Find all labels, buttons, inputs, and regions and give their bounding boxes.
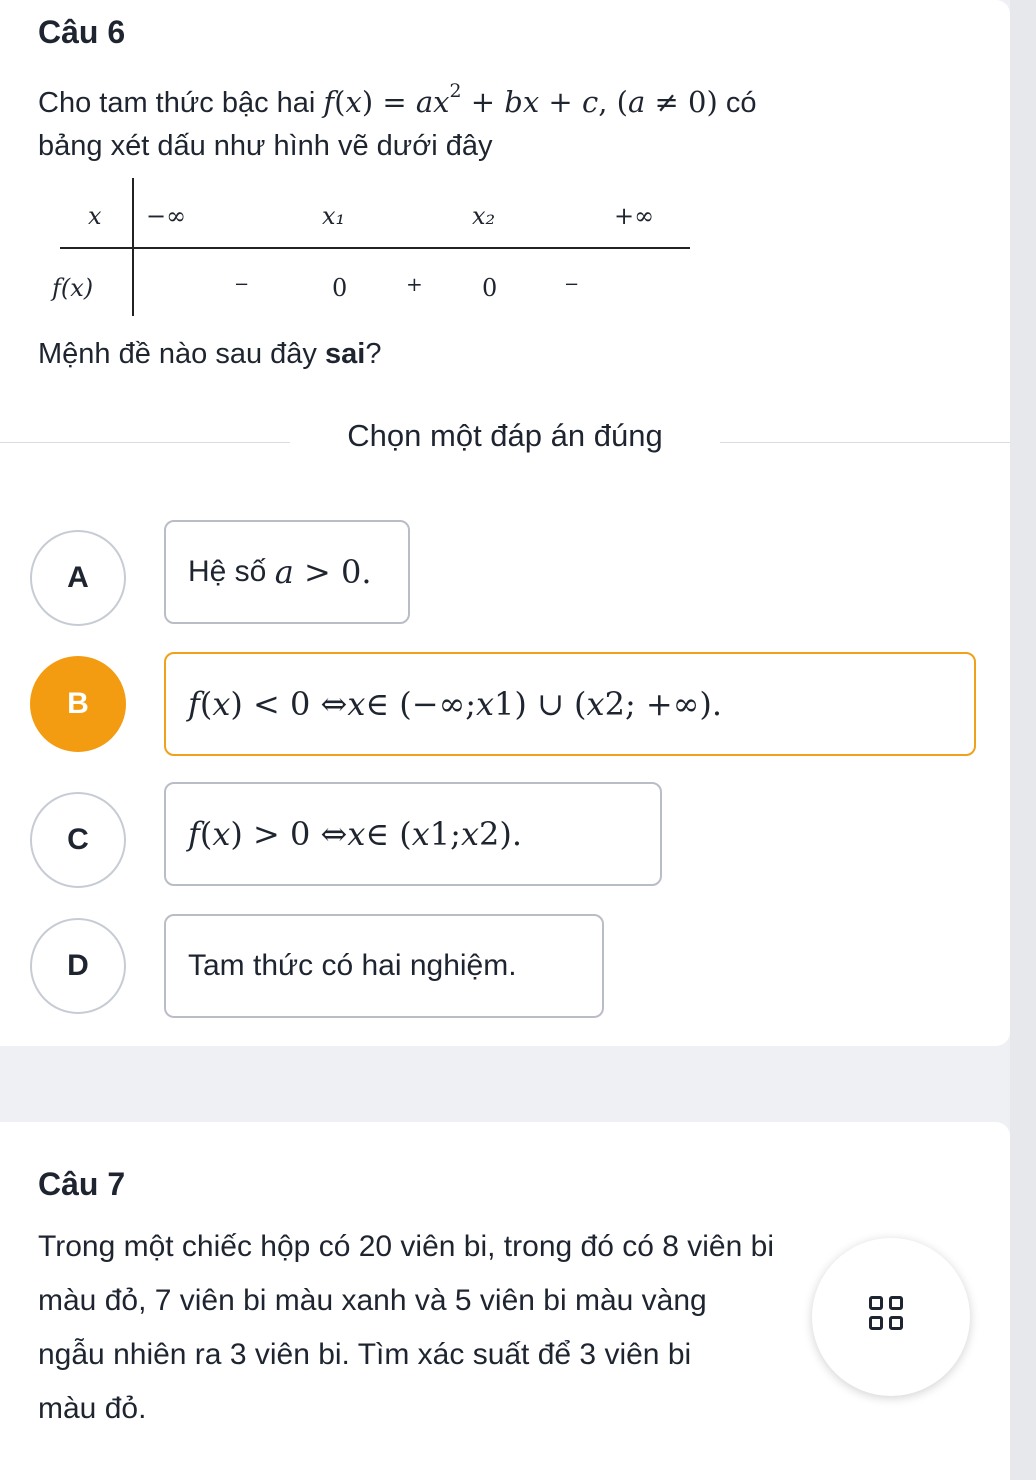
table-row1-label: x [88, 202, 102, 230]
sign-3: + [406, 272, 423, 296]
grid-menu-icon [869, 1296, 909, 1336]
root-x1: x₁ [322, 202, 346, 230]
option-d-button[interactable]: Tam thức có hai nghiệm. [164, 914, 604, 1018]
option-b-circle[interactable]: B [30, 656, 126, 752]
sign-1: − [234, 274, 250, 295]
question-7-text: Trong một chiếc hộp có 20 viên bi, trong đó có 8 viên bi màu đỏ, 7 viên bi màu xanh và 5 viên bi màu vàng ngẫu nhiên ra 3 viên bi. Tìm xác suất để 3 viên bi màu đỏ. [38, 1230, 774, 1425]
option-a-circle[interactable]: A [30, 530, 126, 626]
question-7-title: Câu 7 [38, 1166, 126, 1202]
question-6-prompt: Mệnh đề nào sau đây sai? [38, 338, 382, 370]
question-6-text-line2: bảng xét dấu như hình vẽ dưới đây [38, 130, 493, 162]
option-a-button[interactable]: Hệ số a > 0. [164, 520, 410, 624]
choose-answer-label: Chọn một đáp án đúng [347, 418, 663, 453]
option-d-circle[interactable]: D [30, 918, 126, 1014]
sign-4: 0 [482, 274, 498, 302]
menu-button[interactable] [812, 1238, 970, 1396]
root-x2: x₂ [472, 202, 496, 230]
formula-fx: f [323, 85, 335, 120]
option-c-button[interactable]: f ( x ) > 0 ⇔ x ∈ ( x 1 ; x 2 ). [164, 782, 662, 886]
table-horizontal-line [60, 247, 690, 249]
divider-right [720, 442, 1010, 443]
question-6-text-line1: Cho tam thức bậc hai $f(x) = ax^2$ + bx + c, (a ≠ 0) có [38, 81, 757, 120]
question-6-title: Câu 6 [38, 14, 126, 50]
sign-table [48, 178, 698, 318]
option-b-button[interactable]: f ( x ) < 0 ⇔ x ∈ (−∞; x 1 ) ∪ ( x 2 ; +∞). [164, 652, 976, 756]
scrollbar[interactable] [1010, 0, 1036, 1480]
pos-infinity: +∞ [614, 202, 655, 230]
neg-infinity: −∞ [146, 202, 187, 230]
sign-2: 0 [332, 274, 348, 302]
table-row2-label: f(x) [52, 274, 94, 302]
option-c-circle[interactable]: C [30, 792, 126, 888]
sign-5: − [564, 274, 580, 295]
